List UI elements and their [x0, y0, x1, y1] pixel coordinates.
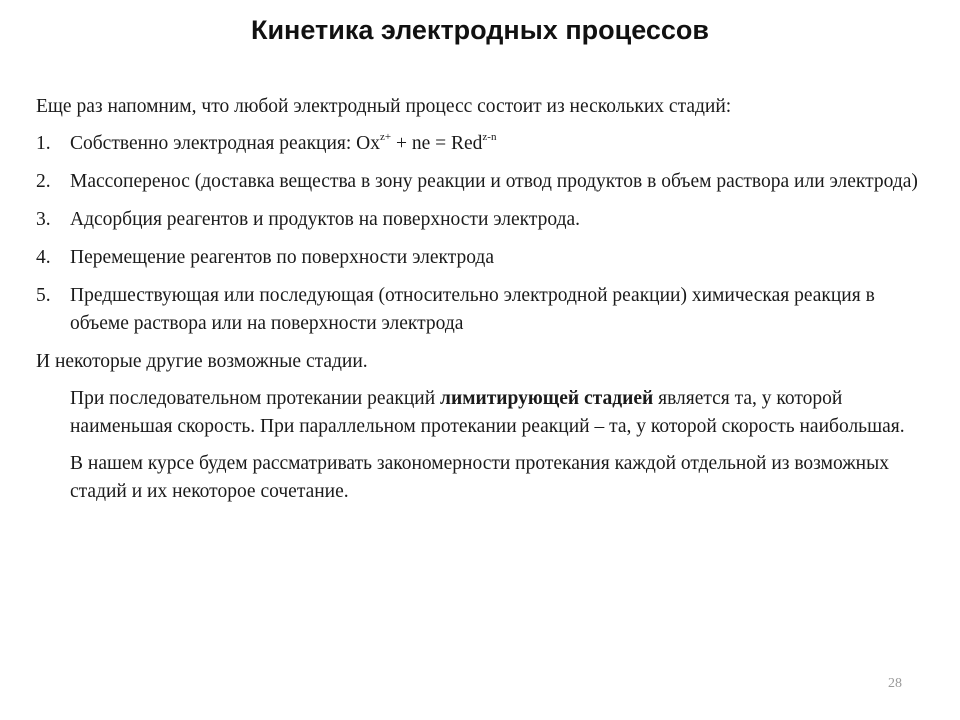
course-paragraph: В нашем курсе будем рассматривать закономерности протекания каждой отдельной из возможных стадий и их некоторое сочетание.	[70, 453, 889, 502]
list-item-number: 5.	[36, 285, 51, 306]
list-item-text: Предшествующая или последующая (относительно электродной реакции) химическая реакция в объеме раствора или на поверхности электрода	[70, 285, 875, 334]
closing-text: И некоторые другие возможные стадии.	[36, 351, 368, 372]
page-number: 28	[888, 676, 902, 691]
list-item-text: Адсорбция реагентов и продуктов на поверхности электрода.	[70, 209, 581, 230]
list-item-number: 4.	[36, 247, 51, 268]
list-item	[36, 168, 926, 196]
list-item-text: Массоперенос (доставка вещества в зону реакции и отвод продуктов в объем раствора или электрода)	[70, 171, 918, 192]
intro-text: Еще раз напомним, что любой электродный процесс состоит из нескольких стадий:	[36, 96, 732, 117]
list-item-number: 1.	[36, 133, 51, 154]
limiting-stage-term: лимитирующей стадией	[440, 388, 654, 409]
list-item-text: Перемещение реагентов по поверхности электрода	[70, 247, 494, 268]
list-item	[36, 282, 926, 338]
slide-title: Кинетика электродных процессов	[250, 15, 709, 45]
list-item-number: 3.	[36, 209, 51, 230]
stages-list	[36, 130, 926, 338]
charge-superscript: z+	[380, 131, 392, 143]
list-item-text: Собственно электродная реакция: $Ox^{z+}$ + ne = Red$^{z-n}$	[70, 131, 497, 154]
limiting-stage-paragraph: При последовательном протекании реакций лимитирующей стадией является та, у которой наименьшая скорость. При параллельном протекании реакций – та, у которой скорость наибольшая.	[70, 388, 905, 437]
list-item-number: 2.	[36, 171, 51, 192]
charge-superscript: z-n	[482, 131, 497, 143]
slide-content	[36, 93, 926, 515]
list-item	[36, 244, 926, 272]
list-item	[36, 130, 926, 158]
list-item	[36, 206, 926, 234]
